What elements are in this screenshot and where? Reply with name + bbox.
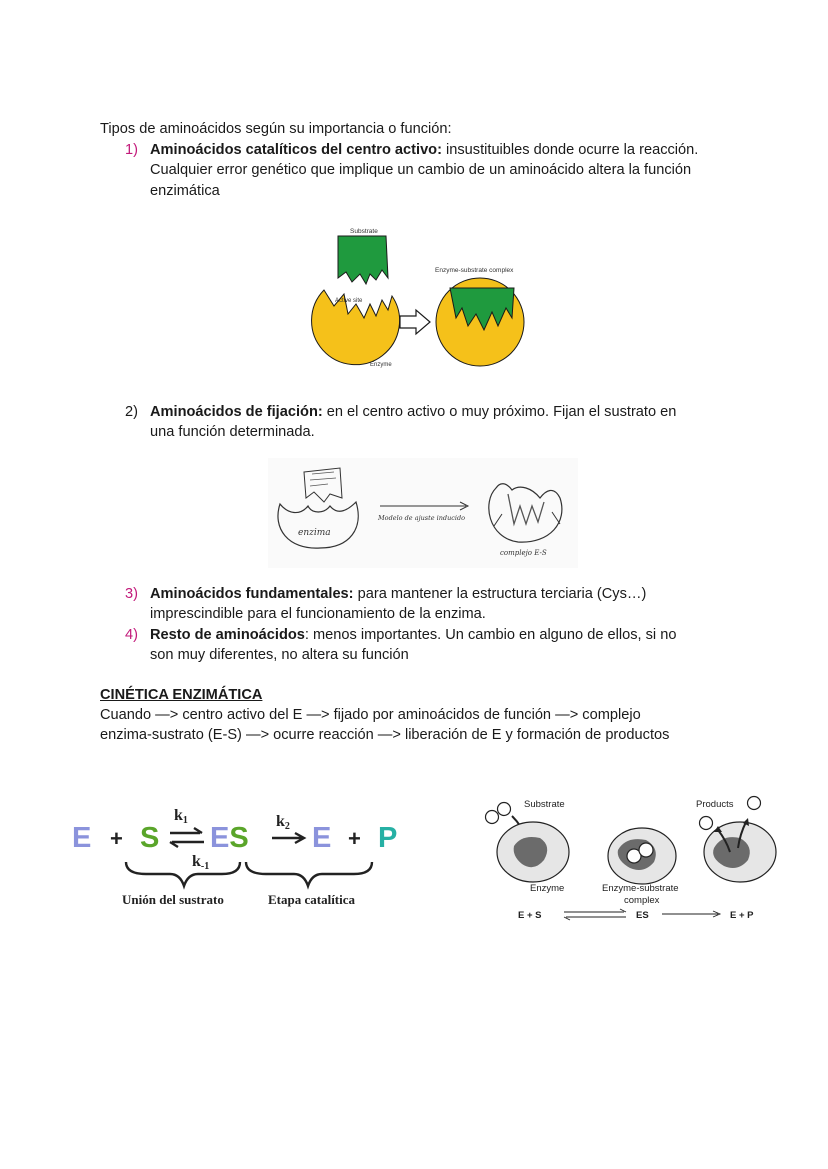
complejo-label: complejo E-S [500,549,547,557]
union-brace [126,862,240,886]
induced-fit-figure [268,458,578,568]
eq-k1: k1 [174,807,188,826]
item-2-first-line [150,402,676,422]
item-4-first-line [150,625,676,645]
active-site-label: Active site [335,298,363,304]
eq-plus-2: + [348,826,361,851]
cycle-complex-label-2: complex [624,895,660,906]
substrate-shape [338,236,388,284]
item-4-bold: Resto de aminoácidos [150,627,305,643]
item-3-line-2: imprescindible para el funcionamiento de la enzima. [150,606,486,622]
cycle-eq-equilibrium-icon [564,909,626,920]
union-label: Unión del sustrato [122,892,224,907]
section-line-1: Cuando —> centro activo del E —> fijado por aminoácidos de función —> complejo [100,707,641,723]
cycle-eq-right: E + P [730,910,754,921]
item-1-bold: Aminoácidos catalíticos del centro activo: [150,142,442,158]
eq-es: ES [210,822,249,854]
eq-k2: k2 [276,813,290,832]
cycle-complex-label-1: Enzyme-substrate [602,883,679,894]
eq-e-right: E [312,822,332,854]
cycle-enzyme-label: Enzyme [530,883,565,894]
complex-label: Enzyme-substrate complex [435,267,514,274]
item-2-rest: en el centro activo o muy próximo. Fijan el sustrato en [322,404,677,420]
item-3-rest: para mantener la estructura terciaria (Cys…) [353,586,647,602]
item-3-bold: Aminoácidos fundamentales: [150,586,354,602]
cycle-eq-left: E + S [518,910,542,921]
section-line-2: enzima-sustrato (E-S) —> ocurre reacción —> liberación de E y formación de productos [100,727,670,743]
cycle-substrate-label: Substrate [524,799,565,810]
eq-forward-arrow-icon [170,828,202,833]
enzyme-label: Enzyme [370,362,392,368]
reaction-arrow-icon [400,310,430,334]
item-4-number: 4) [125,627,138,643]
enzyme-cycle-figure [478,790,778,925]
etapa-label: Etapa catalítica [268,892,356,907]
item-1-rest: insustituibles donde ocurre la reacción. [441,142,699,158]
substrate-circle-1 [486,811,499,824]
item-2-number: 2) [125,404,138,420]
item-1-number: 1) [125,142,138,158]
section-heading: CINÉTICA ENZIMÁTICA [100,687,263,703]
item-2-line-2: una función determinada. [150,424,315,440]
cycle-eq-mid: ES [636,910,649,921]
lock-key-figure [300,222,530,372]
item-2-bold: Aminoácidos de fijación: [150,404,323,420]
eq-plus-1: + [110,826,123,851]
intro-text: Tipos de aminoácidos según su importancia o función: [100,121,452,137]
item-3-number: 3) [125,586,138,602]
item-3-first-line [150,584,646,604]
item-1-line-2: Cualquier error genético que implique un cambio de un aminoácido altera la función [150,162,692,178]
eq-k-1: k-1 [192,853,210,872]
substrate-circle-2 [498,803,511,816]
eq-s: S [140,822,160,854]
item-1-line-3: enzimática [150,183,220,199]
substrate-label: Substrate [350,228,378,235]
kinetics-equation [66,800,416,915]
model-label: Modelo de ajuste inducido [378,514,466,522]
item-4-rest: : menos importantes. Un cambio en alguno de ellos, si no [304,627,677,643]
item-1-first-line [150,140,698,160]
eq-reverse-arrow-icon [170,842,204,847]
etapa-brace [246,862,372,886]
eq-catalytic-arrow-icon [272,833,304,843]
enzima-label: enzima [298,528,331,538]
eq-p: P [378,822,398,854]
eq-e-left: E [72,822,92,854]
cycle-eq-arrow-icon [662,911,720,917]
cycle-products-label: Products [696,799,734,810]
item-4-line-2: son muy diferentes, no altera su función [150,647,409,663]
